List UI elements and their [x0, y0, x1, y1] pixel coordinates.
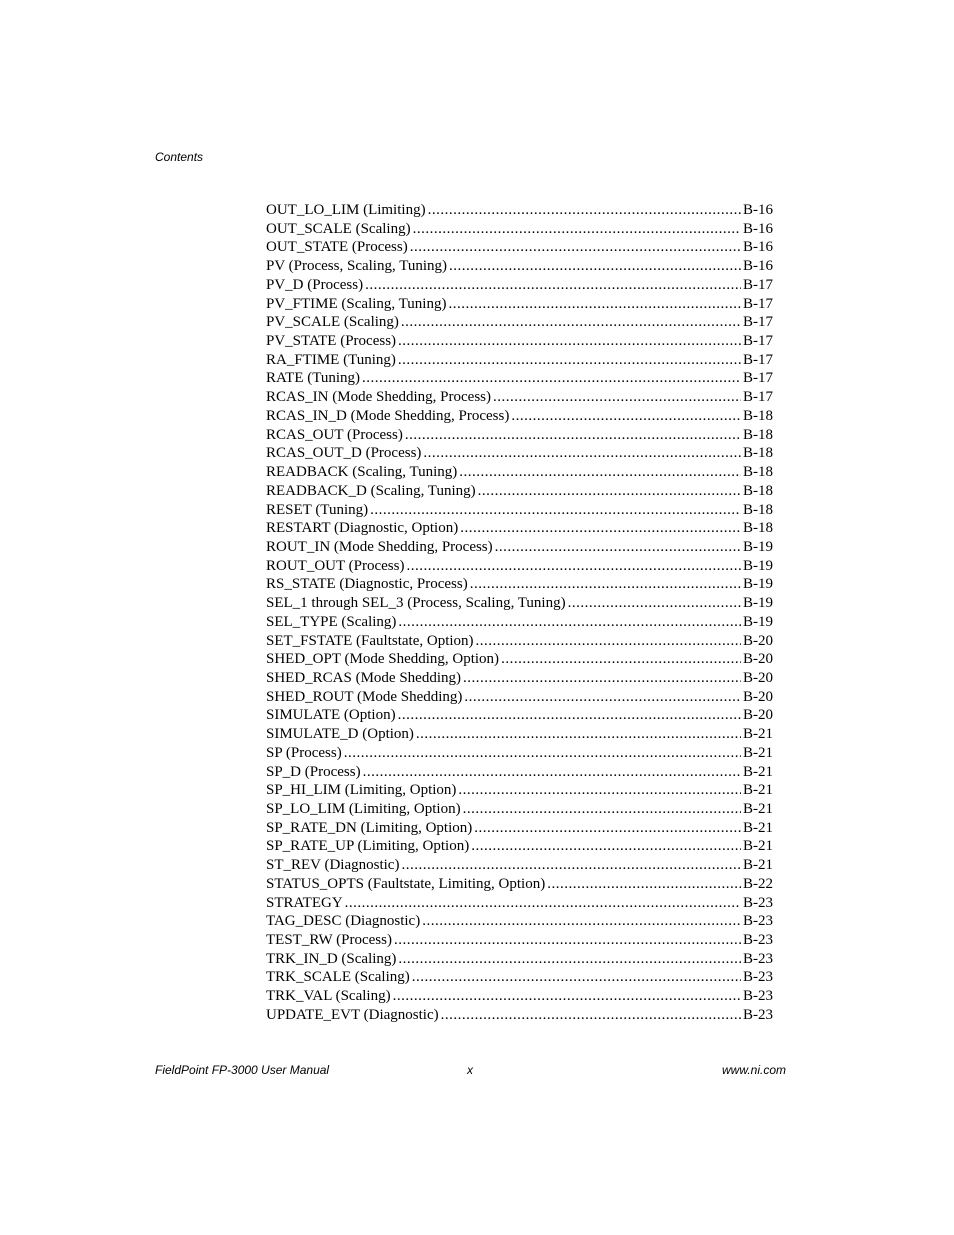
toc-dot-leader — [365, 276, 741, 295]
toc-dot-leader — [459, 463, 741, 482]
toc-entry-page: B-23 — [743, 969, 773, 986]
toc-entry — [266, 950, 773, 969]
toc-entry-title: ROUT_OUT (Process) — [266, 557, 405, 574]
toc-entry-title: TAG_DESC (Diagnostic) — [266, 913, 421, 930]
toc-entry-page: B-21 — [743, 763, 773, 780]
toc-entry — [266, 632, 773, 651]
toc-entry-page: B-18 — [743, 482, 773, 499]
toc-dot-leader — [413, 220, 741, 239]
toc-entry — [266, 819, 773, 838]
toc-entry-title: TRK_IN_D (Scaling) — [266, 950, 397, 967]
toc-dot-leader — [458, 781, 741, 800]
toc-entry-page: B-16 — [743, 239, 773, 256]
toc-dot-leader — [398, 706, 741, 725]
toc-entry — [266, 875, 773, 894]
toc-entry-page: B-21 — [743, 744, 773, 761]
table-of-contents — [266, 201, 773, 1025]
toc-entry — [266, 613, 773, 632]
toc-entry-page: B-16 — [743, 220, 773, 237]
toc-entry — [266, 706, 773, 725]
toc-entry — [266, 968, 773, 987]
toc-dot-leader — [398, 351, 741, 370]
toc-entry-page: B-20 — [743, 669, 773, 686]
toc-entry-page: B-17 — [743, 389, 773, 406]
toc-entry-title: SP (Process) — [266, 744, 342, 761]
footer-manual-title: FieldPoint FP-3000 User Manual — [155, 1063, 330, 1077]
toc-entry-title: RCAS_IN (Mode Shedding, Process) — [266, 389, 491, 406]
toc-entry-title: RESTART (Diagnostic, Option) — [266, 520, 459, 537]
toc-entry — [266, 482, 773, 501]
toc-entry-title: SIMULATE_D (Option) — [266, 726, 414, 743]
toc-dot-leader — [398, 950, 741, 969]
toc-entry-title: RCAS_OUT_D (Process) — [266, 445, 422, 462]
toc-entry-title: PV_STATE (Process) — [266, 333, 397, 350]
toc-entry-page: B-20 — [743, 632, 773, 649]
toc-dot-leader — [406, 557, 741, 576]
toc-entry-page: B-18 — [743, 407, 773, 424]
toc-entry-page: B-23 — [743, 950, 773, 967]
toc-entry-title: ROUT_IN (Mode Shedding, Process) — [266, 538, 493, 555]
toc-entry-title: OUT_LO_LIM (Limiting) — [266, 202, 426, 218]
toc-entry — [266, 276, 773, 295]
toc-entry — [266, 426, 773, 445]
toc-entry — [266, 594, 773, 613]
toc-entry-page: B-21 — [743, 782, 773, 799]
toc-entry — [266, 332, 773, 351]
toc-dot-leader — [476, 632, 741, 651]
toc-entry-title: PV_FTIME (Scaling, Tuning) — [266, 295, 447, 312]
toc-entry-page: B-17 — [743, 370, 773, 387]
toc-dot-leader — [448, 295, 741, 314]
toc-dot-leader — [345, 894, 741, 913]
toc-entry — [266, 987, 773, 1006]
toc-entry — [266, 575, 773, 594]
toc-entry-title: SET_FSTATE (Faultstate, Option) — [266, 632, 474, 649]
toc-entry-page: B-16 — [743, 258, 773, 275]
toc-entry-page: B-17 — [743, 314, 773, 331]
toc-dot-leader — [423, 444, 741, 463]
toc-entry-title: OUT_SCALE (Scaling) — [266, 220, 411, 237]
toc-entry-title: STATUS_OPTS (Faultstate, Limiting, Option) — [266, 875, 546, 892]
toc-entry — [266, 781, 773, 800]
toc-dot-leader — [398, 613, 741, 632]
toc-entry-title: SP_HI_LIM (Limiting, Option) — [266, 782, 457, 799]
toc-entry — [266, 201, 773, 220]
toc-entry — [266, 220, 773, 239]
toc-dot-leader — [401, 313, 741, 332]
toc-entry-title: RCAS_IN_D (Mode Shedding, Process) — [266, 407, 510, 424]
toc-entry-title: SHED_ROUT (Mode Shedding) — [266, 688, 463, 705]
toc-entry-title: TRK_SCALE (Scaling) — [266, 969, 410, 986]
toc-entry-title: SEL_1 through SEL_3 (Process, Scaling, Tuning) — [266, 595, 566, 612]
toc-entry — [266, 894, 773, 913]
toc-entry-title: PV_SCALE (Scaling) — [266, 314, 399, 331]
toc-entry — [266, 295, 773, 314]
toc-dot-leader — [495, 538, 741, 557]
toc-entry-page: B-21 — [743, 819, 773, 836]
toc-entry-page: B-18 — [743, 464, 773, 481]
toc-dot-leader — [416, 725, 741, 744]
toc-entry-title: RCAS_OUT (Process) — [266, 426, 403, 443]
toc-dot-leader — [547, 875, 741, 894]
toc-entry-page: B-17 — [743, 333, 773, 350]
toc-entry-page: B-18 — [743, 426, 773, 443]
toc-entry-page: B-17 — [743, 295, 773, 312]
toc-entry — [266, 501, 773, 520]
toc-entry — [266, 912, 773, 931]
toc-dot-leader — [363, 763, 741, 782]
running-header: Contents — [155, 150, 204, 164]
toc-entry-page: B-19 — [743, 613, 773, 630]
footer-page-number: x — [467, 1063, 473, 1077]
toc-entry-page: B-22 — [743, 875, 773, 892]
toc-entry-title: RESET (Tuning) — [266, 501, 369, 518]
toc-entry — [266, 837, 773, 856]
toc-entry — [266, 669, 773, 688]
toc-entry-page: B-23 — [743, 913, 773, 930]
toc-dot-leader — [501, 650, 741, 669]
footer-website: www.ni.com — [721, 1063, 786, 1077]
toc-entry-page: B-21 — [743, 726, 773, 743]
toc-entry — [266, 763, 773, 782]
toc-dot-leader — [474, 819, 741, 838]
toc-entry-title: TRK_VAL (Scaling) — [266, 988, 391, 1005]
toc-dot-leader — [422, 912, 741, 931]
toc-dot-leader — [362, 369, 741, 388]
toc-entry-title: SP_RATE_UP (Limiting, Option) — [266, 838, 470, 855]
toc-dot-leader — [441, 1006, 741, 1025]
toc-entry — [266, 463, 773, 482]
toc-entry-page: B-21 — [743, 857, 773, 874]
toc-entry-title: RATE (Tuning) — [266, 370, 361, 387]
toc-dot-leader — [471, 837, 741, 856]
toc-dot-leader — [428, 201, 741, 220]
toc-dot-leader — [460, 519, 741, 538]
toc-entry — [266, 388, 773, 407]
toc-entry-page: B-20 — [743, 707, 773, 724]
toc-entry — [266, 313, 773, 332]
toc-entry-page: B-23 — [743, 988, 773, 1005]
toc-entry — [266, 257, 773, 276]
toc-entry-page: B-19 — [743, 576, 773, 593]
toc-entry-title: SHED_OPT (Mode Shedding, Option) — [266, 651, 500, 668]
toc-dot-leader — [393, 987, 741, 1006]
toc-entry — [266, 856, 773, 875]
toc-dot-leader — [493, 388, 741, 407]
toc-entry-page: B-18 — [743, 501, 773, 518]
toc-entry-page: B-18 — [743, 520, 773, 537]
toc-entry-title: ST_REV (Diagnostic) — [266, 857, 400, 874]
toc-dot-leader — [412, 968, 741, 987]
toc-entry-page: B-18 — [743, 445, 773, 462]
toc-entry — [266, 369, 773, 388]
toc-dot-leader — [478, 482, 741, 501]
toc-dot-leader — [511, 407, 741, 426]
toc-entry-title: RA_FTIME (Tuning) — [266, 351, 396, 368]
toc-entry — [266, 444, 773, 463]
toc-entry-title: RS_STATE (Diagnostic, Process) — [266, 576, 468, 593]
toc-entry-page: B-19 — [743, 538, 773, 555]
toc-entry-title: SP_D (Process) — [266, 763, 361, 780]
toc-entry — [266, 744, 773, 763]
toc-entry-title: SHED_RCAS (Mode Shedding) — [266, 669, 462, 686]
toc-entry — [266, 931, 773, 950]
toc-entry-page: B-21 — [743, 801, 773, 817]
toc-dot-leader — [463, 800, 741, 819]
toc-dot-leader — [463, 669, 741, 688]
toc-entry-title: STRATEGY — [266, 894, 343, 911]
toc-entry — [266, 800, 773, 819]
toc-dot-leader — [464, 688, 741, 707]
toc-entry — [266, 1006, 773, 1025]
toc-dot-leader — [568, 594, 741, 613]
toc-entry — [266, 351, 773, 370]
toc-entry-title: SIMULATE (Option) — [266, 707, 396, 724]
toc-entry-title: READBACK_D (Scaling, Tuning) — [266, 482, 476, 499]
toc-entry — [266, 519, 773, 538]
toc-entry-title: SP_RATE_DN (Limiting, Option) — [266, 819, 473, 836]
toc-entry — [266, 650, 773, 669]
toc-dot-leader — [398, 332, 741, 351]
toc-entry-page: B-21 — [743, 838, 773, 855]
toc-entry-title: TEST_RW (Process) — [266, 932, 392, 949]
toc-entry-title: SP_LO_LIM (Limiting, Option) — [266, 801, 461, 817]
toc-entry — [266, 407, 773, 426]
toc-entry-page: B-20 — [743, 651, 773, 668]
toc-dot-leader — [344, 744, 741, 763]
toc-entry-title: UPDATE_EVT (Diagnostic) — [266, 1006, 439, 1023]
toc-dot-leader — [470, 575, 741, 594]
toc-entry — [266, 688, 773, 707]
toc-entry — [266, 557, 773, 576]
toc-dot-leader — [394, 931, 741, 950]
toc-entry-page: B-20 — [743, 688, 773, 705]
toc-entry-title: OUT_STATE (Process) — [266, 239, 408, 256]
toc-entry-page: B-19 — [743, 557, 773, 574]
toc-dot-leader — [410, 238, 741, 257]
toc-dot-leader — [405, 426, 741, 445]
toc-entry-title: READBACK (Scaling, Tuning) — [266, 464, 458, 481]
toc-entry — [266, 725, 773, 744]
toc-entry-page: B-17 — [743, 276, 773, 293]
toc-entry-title: PV_D (Process) — [266, 276, 364, 293]
toc-entry-page: B-23 — [743, 1006, 773, 1023]
toc-dot-leader — [449, 257, 741, 276]
toc-entry-page: B-23 — [743, 932, 773, 949]
toc-entry-page: B-23 — [743, 894, 773, 911]
toc-entry-page: B-19 — [743, 595, 773, 612]
toc-entry-page: B-16 — [743, 202, 773, 218]
toc-entry-title: SEL_TYPE (Scaling) — [266, 613, 397, 630]
toc-entry — [266, 538, 773, 557]
toc-dot-leader — [370, 501, 741, 520]
toc-dot-leader — [401, 856, 741, 875]
toc-entry-page: B-17 — [743, 351, 773, 368]
toc-entry — [266, 238, 773, 257]
toc-entry-title: PV (Process, Scaling, Tuning) — [266, 258, 447, 275]
